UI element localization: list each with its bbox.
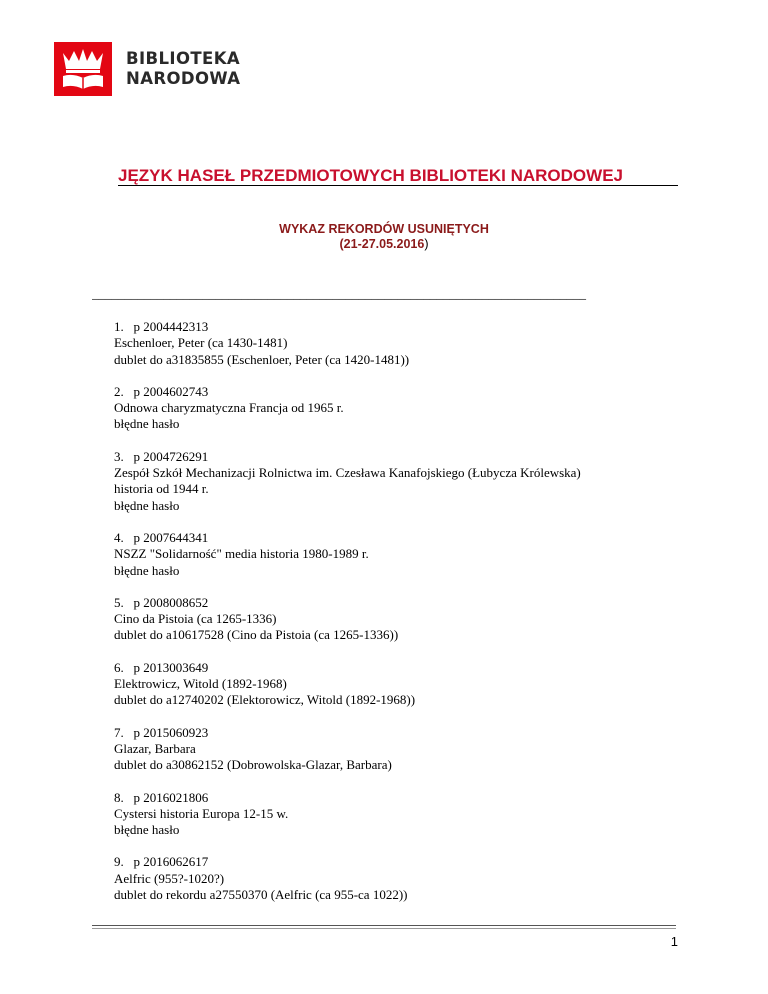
record-heading: Eschenloer, Peter (ca 1430-1481) [114, 335, 288, 351]
separator-line: ____________________________________________________________________________ [92, 286, 586, 301]
record-heading: Aelfric (955?-1020?) [114, 870, 225, 886]
date-range [0, 237, 768, 252]
title-underline [118, 185, 678, 186]
page-title: JĘZYK HASEŁ PRZEDMIOTOWYCH BIBLIOTEKI NARODOWEJ [118, 166, 623, 185]
record-id-line [114, 595, 714, 611]
list-item [114, 790, 714, 839]
footer-divider [92, 925, 676, 926]
record-id: p 2008008652 [133, 594, 209, 610]
record-id: p 2015060923 [133, 724, 209, 740]
record-note: dublet do a12740202 (Elektorowicz, Witold (1892-1968)) [114, 692, 416, 708]
record-id-line [114, 384, 714, 400]
record-note: dublet do rekordu a27550370 (Aelfric (ca 955-ca 1022)) [114, 887, 408, 903]
record-number: 2. [114, 383, 124, 399]
record-number: 4. [114, 529, 124, 545]
list-item [114, 530, 714, 579]
record-id-line [114, 449, 714, 465]
record-id: p 2016062617 [133, 854, 209, 870]
record-id: p 2004442313 [133, 319, 209, 334]
record-id: p 2004602743 [133, 383, 209, 399]
record-note: błędne hasło [114, 562, 180, 578]
record-note: dublet do a31835855 (Eschenloer, Peter (ca 1420-1481)) [114, 351, 410, 367]
subtitle-block [0, 222, 768, 252]
page-number: 1 [670, 934, 678, 949]
logo-line-1: BIBLIOTEKA [126, 49, 241, 68]
record-heading: Cystersi historia Europa 12-15 w. [114, 805, 289, 821]
record-heading: Cino da Pistoia (ca 1265-1336) [114, 611, 277, 627]
record-note: błędne hasło [114, 416, 180, 432]
date-range-close: ) [424, 237, 429, 251]
list-item [114, 854, 714, 903]
record-id-line [114, 660, 714, 676]
record-heading: Odnowa charyzmatyczna Francja od 1965 r. [114, 400, 344, 416]
record-note: błędne hasło [114, 822, 180, 838]
record-id: p 2016021806 [133, 789, 209, 805]
logo [54, 42, 240, 96]
records-list [114, 319, 714, 919]
record-number: 8. [114, 789, 124, 805]
record-id-line [114, 725, 714, 741]
record-number: 6. [114, 659, 124, 675]
record-heading: Zespół Szkół Mechanizacji Rolnictwa im. Czesława Kanafojskiego (Łubycza Królewska) [114, 465, 581, 481]
record-heading: Elektrowicz, Witold (1892-1968) [114, 676, 287, 692]
record-number: 3. [114, 448, 124, 464]
record-id-line [114, 530, 714, 546]
logo-text [126, 49, 240, 89]
crown-book-icon [54, 42, 112, 96]
record-id-line [114, 854, 714, 870]
list-item [114, 595, 714, 644]
list-item [114, 319, 714, 368]
footer-divider-secondary [92, 928, 676, 929]
list-item [114, 725, 714, 774]
record-number: 5. [114, 594, 124, 610]
record-number: 1. [114, 319, 124, 334]
record-note: błędne hasło [114, 497, 180, 513]
record-heading: Glazar, Barbara [114, 740, 196, 756]
record-number: 7. [114, 724, 124, 740]
subtitle: WYKAZ REKORDÓW USUNIĘTYCH [279, 222, 489, 236]
record-heading-cont: historia od 1944 r. [114, 481, 209, 497]
record-id: p 2004726291 [133, 448, 209, 464]
list-item [114, 449, 714, 514]
record-number: 9. [114, 854, 124, 870]
record-note: dublet do a10617528 (Cino da Pistoia (ca 1265-1336)) [114, 627, 399, 643]
list-item [114, 660, 714, 709]
record-id: p 2013003649 [133, 659, 209, 675]
record-note: dublet do a30862152 (Dobrowolska-Glazar, Barbara) [114, 757, 392, 773]
date-range-text: (21-27.05.2016 [339, 237, 425, 251]
record-heading: NSZZ "Solidarność" media historia 1980-1989 r. [114, 546, 369, 562]
logo-line-2: NARODOWA [126, 69, 241, 88]
record-id-line [114, 319, 714, 335]
record-id-line [114, 790, 714, 806]
record-id: p 2007644341 [133, 529, 209, 545]
list-item [114, 384, 714, 433]
